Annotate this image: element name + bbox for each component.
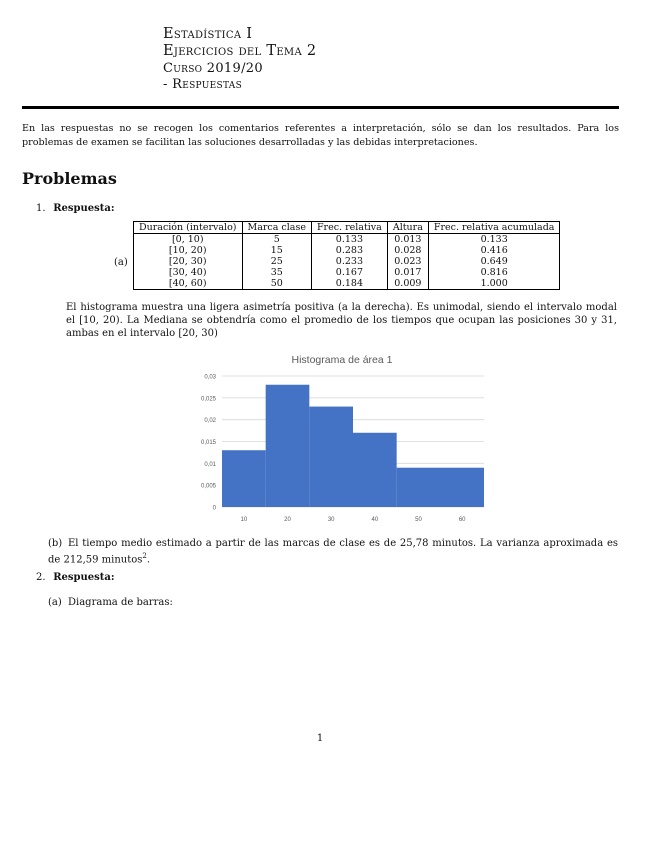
part-b-superscript: 2 <box>142 552 147 560</box>
x-tick-label: 50 <box>415 517 422 523</box>
table-row <box>134 234 560 246</box>
column-header: Frec. relativa acumulada <box>428 222 560 234</box>
table-row <box>134 278 560 290</box>
part-b-end: . <box>146 554 151 566</box>
table-cell: 0.184 <box>311 278 387 290</box>
table-cell: 5 <box>242 234 311 246</box>
y-tick-label: 0,03 <box>204 374 216 381</box>
x-tick-label: 40 <box>371 517 379 523</box>
table-cell: 35 <box>242 267 311 278</box>
table-cell: 0.009 <box>387 278 428 290</box>
column-header: Marca clase <box>242 222 311 234</box>
answers-label: - Respuestas <box>163 77 243 92</box>
intro-paragraph: En las respuestas no se recogen los comentarios referentes a interpretación, sólo se dan los resultados. Para los problemas de examen se facilitan las soluciones desarrolladas y las debidas interpretaciones. <box>22 123 619 148</box>
histogram-comment: El histograma muestra una ligera asimetría positiva (a la derecha). Es unimodal, siendo el intervalo modal el [10, 20). La Mediana se obtendría como el promedio de los tiempos que ocupan las posiciones 30 y 31, ambas en el intervalo [20, 30) <box>66 302 617 339</box>
problem-2-part-a <box>48 597 173 608</box>
table-cell: 0.816 <box>428 267 560 278</box>
y-tick-label: 0,015 <box>200 440 216 446</box>
table-cell: 0.283 <box>311 245 387 256</box>
title-rule <box>22 106 619 109</box>
table-row <box>134 267 560 278</box>
x-tick-label: 10 <box>240 517 248 523</box>
problem-2-part-a-label: (a) <box>48 597 62 608</box>
chart-title: Histograma de área 1 <box>291 354 393 366</box>
frequency-table <box>133 221 560 290</box>
x-tick-label: 20 <box>284 517 291 523</box>
chart-y-ticks <box>201 375 217 512</box>
table-cell: 0.167 <box>311 267 387 278</box>
histogram-bar <box>222 450 266 507</box>
column-header: Duración (intervalo) <box>134 222 243 234</box>
histogram-chart <box>196 366 496 528</box>
histogram-bar <box>397 468 484 507</box>
table-cell: [10, 20) <box>134 245 243 256</box>
table-cell: 15 <box>242 245 311 256</box>
histogram-bar <box>353 433 397 507</box>
y-tick-label: 0,02 <box>204 418 216 425</box>
document-subtitle: Ejercicios del Tema 2 <box>163 43 317 59</box>
table-row <box>134 256 560 267</box>
table-cell: 0.233 <box>311 256 387 267</box>
problem-1-heading <box>36 203 115 214</box>
section-title: Problemas <box>22 169 117 188</box>
table-cell: 0.649 <box>428 256 560 267</box>
problem-2-part-a-text: Diagrama de barras: <box>68 597 173 608</box>
table-cell: 0.023 <box>387 256 428 267</box>
table-cell: 0.028 <box>387 245 428 256</box>
y-tick-label: 0,005 <box>200 483 216 490</box>
chart-bars <box>222 385 484 507</box>
problem-1-number: 1. <box>36 203 46 214</box>
problem-2-label: Respuesta: <box>53 572 115 583</box>
table-header-row <box>134 222 560 234</box>
page-number: 1 <box>316 733 324 744</box>
table-cell: [40, 60) <box>134 278 243 290</box>
table-cell: 25 <box>242 256 311 267</box>
problem-1-part-a-label: (a) <box>114 257 128 268</box>
histogram-bar <box>266 385 310 507</box>
column-header: Altura <box>387 222 428 234</box>
part-b-label: (b) <box>48 538 63 549</box>
table-cell: [30, 40) <box>134 267 243 278</box>
x-tick-label: 60 <box>458 517 466 523</box>
y-tick-label: 0,01 <box>204 461 216 468</box>
table-cell: 0.133 <box>428 234 560 246</box>
y-tick-label: 0 <box>212 505 216 512</box>
problem-2-heading <box>36 572 115 583</box>
problem-1-part-b <box>48 537 618 566</box>
table-cell: 0.133 <box>311 234 387 246</box>
table-cell: 1.000 <box>428 278 560 290</box>
problem-1-label: Respuesta: <box>53 203 115 214</box>
table-row <box>134 245 560 256</box>
chart-x-ticks <box>240 517 466 523</box>
column-header: Frec. relativa <box>311 222 387 234</box>
table-cell: 0.013 <box>387 234 428 246</box>
x-tick-label: 30 <box>327 517 335 523</box>
part-b-text: El tiempo medio estimado a partir de las marcas de clase es de 25,78 minutos. La varianza aproximada es de 212,59 minutos <box>48 538 618 566</box>
problem-2-number: 2. <box>36 572 46 583</box>
document-title: Estadística I <box>163 26 253 42</box>
histogram-bar <box>309 407 353 507</box>
table-cell: 0.017 <box>387 267 428 278</box>
table-cell: [0, 10) <box>134 234 243 246</box>
y-tick-label: 0,025 <box>200 396 216 403</box>
table-cell: 0.416 <box>428 245 560 256</box>
table-cell: 50 <box>242 278 311 290</box>
course-label: Curso 2019/20 <box>163 61 263 76</box>
table-cell: [20, 30) <box>134 256 243 267</box>
